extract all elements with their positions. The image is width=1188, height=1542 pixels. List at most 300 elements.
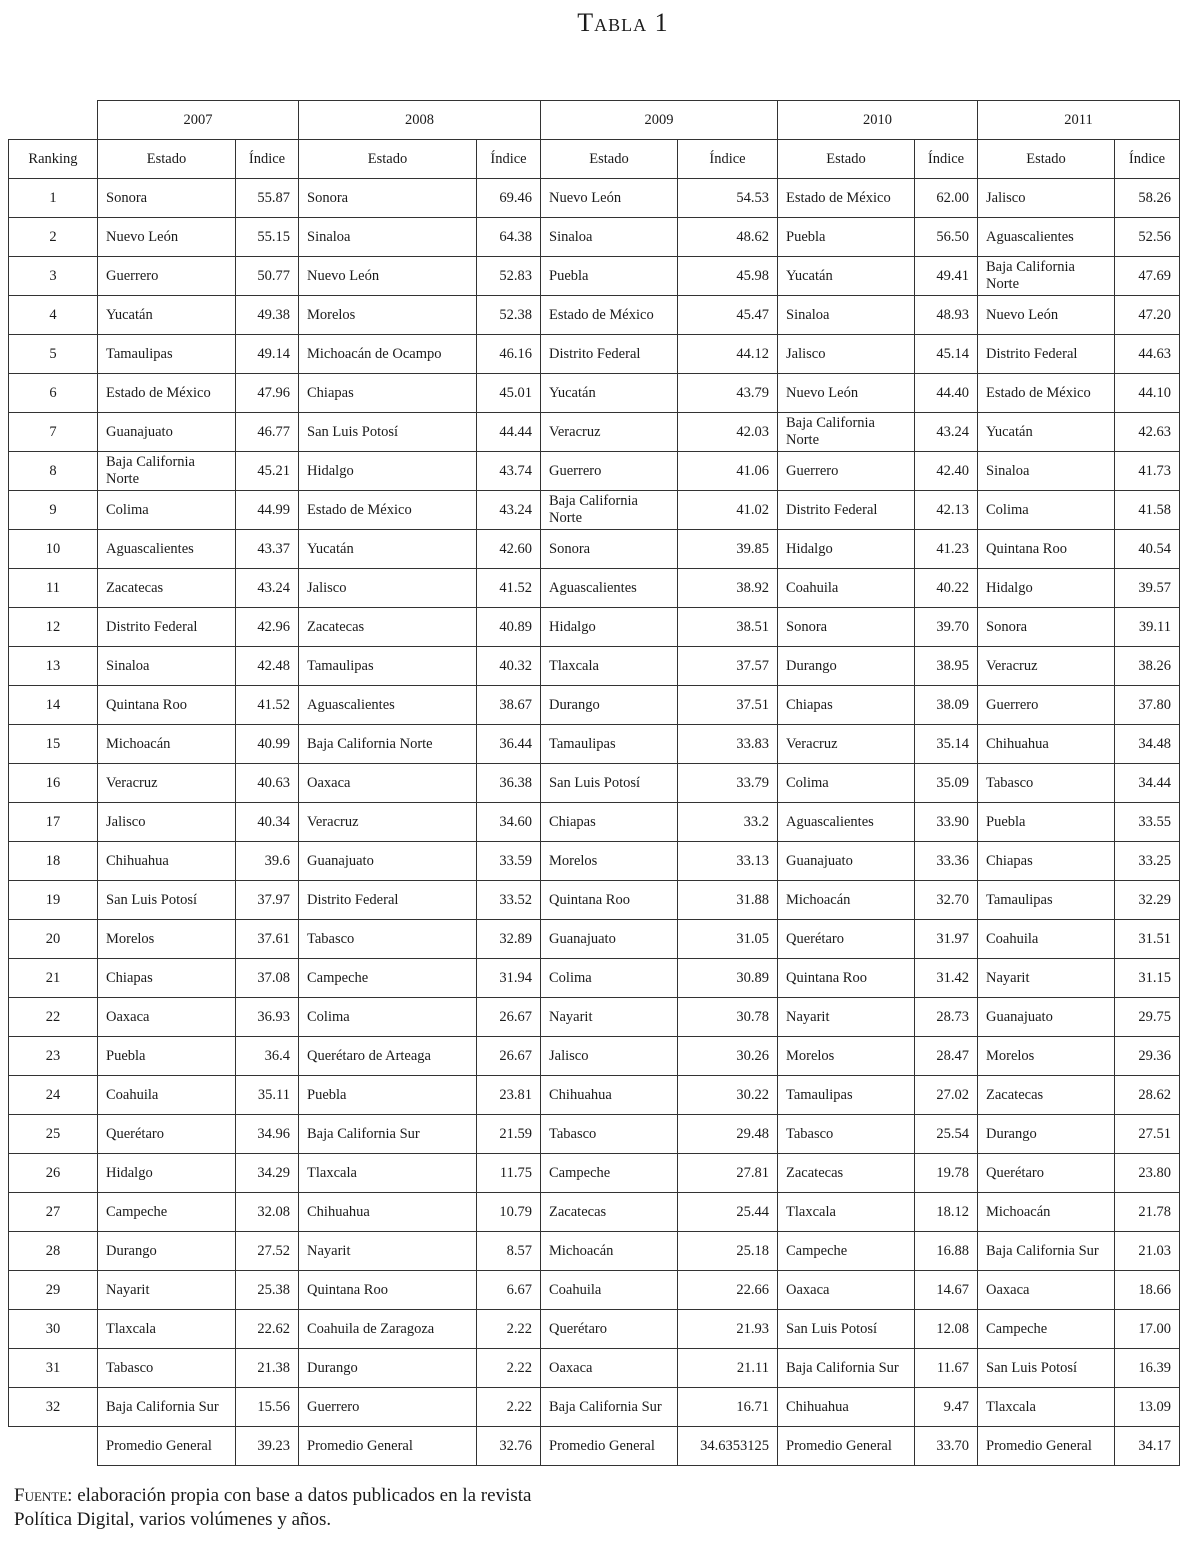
indice-cell: 48.62 — [678, 218, 778, 257]
estado-cell: Guerrero — [98, 257, 236, 296]
estado-cell: Quintana Roo — [299, 1271, 477, 1310]
indice-cell: 33.90 — [915, 803, 978, 842]
rank-cell: 22 — [9, 998, 98, 1037]
estado-cell: Nuevo León — [98, 218, 236, 257]
footnote-text: elaboración propia con base a datos publicados en la revista Política Digital, varios volúmenes y años. — [14, 1485, 532, 1530]
table-row — [9, 374, 1180, 413]
indice-cell: 38.26 — [1115, 647, 1180, 686]
estado-cell: Chiapas — [978, 842, 1115, 881]
estado-cell: Chihuahua — [978, 725, 1115, 764]
rank-cell: 15 — [9, 725, 98, 764]
rank-cell: 7 — [9, 413, 98, 452]
indice-cell: 33.2 — [678, 803, 778, 842]
estado-cell: Durango — [541, 686, 678, 725]
estado-header: Estado — [299, 140, 477, 179]
indice-cell: 41.52 — [477, 569, 541, 608]
indice-cell: 25.38 — [236, 1271, 299, 1310]
indice-cell: 62.00 — [915, 179, 978, 218]
estado-cell: Aguascalientes — [98, 530, 236, 569]
estado-cell: Querétaro — [98, 1115, 236, 1154]
estado-cell: Coahuila — [98, 1076, 236, 1115]
indice-cell: 35.09 — [915, 764, 978, 803]
estado-cell: Durango — [299, 1349, 477, 1388]
table-row — [9, 1037, 1180, 1076]
estado-cell: Distrito Federal — [541, 335, 678, 374]
table-row — [9, 218, 1180, 257]
estado-cell: Baja California Norte — [778, 413, 915, 452]
indice-cell: 2.22 — [477, 1310, 541, 1349]
indice-cell: 46.77 — [236, 413, 299, 452]
indice-cell: 41.23 — [915, 530, 978, 569]
indice-cell: 33.55 — [1115, 803, 1180, 842]
average-label: Promedio General — [98, 1427, 236, 1466]
rank-cell: 10 — [9, 530, 98, 569]
estado-cell: Tabasco — [299, 920, 477, 959]
average-label: Promedio General — [299, 1427, 477, 1466]
indice-cell: 26.67 — [477, 998, 541, 1037]
estado-cell: Coahuila de Zaragoza — [299, 1310, 477, 1349]
indice-cell: 40.22 — [915, 569, 978, 608]
year-header-2007: 2007 — [98, 101, 299, 140]
indice-cell: 18.66 — [1115, 1271, 1180, 1310]
indice-cell: 44.40 — [915, 374, 978, 413]
indice-cell: 35.14 — [915, 725, 978, 764]
table-title: Tabla 1 — [577, 8, 669, 37]
estado-cell: Quintana Roo — [98, 686, 236, 725]
average-label: Promedio General — [978, 1427, 1115, 1466]
indice-cell: 40.34 — [236, 803, 299, 842]
rank-cell: 2 — [9, 218, 98, 257]
indice-cell: 10.79 — [477, 1193, 541, 1232]
indice-cell: 42.63 — [1115, 413, 1180, 452]
table-row — [9, 1310, 1180, 1349]
rank-cell: 26 — [9, 1154, 98, 1193]
estado-cell: Colima — [98, 491, 236, 530]
indice-cell: 15.56 — [236, 1388, 299, 1427]
indice-cell: 31.97 — [915, 920, 978, 959]
indice-cell: 33.79 — [678, 764, 778, 803]
indice-cell: 42.60 — [477, 530, 541, 569]
estado-cell: Baja California Sur — [978, 1232, 1115, 1271]
indice-cell: 46.16 — [477, 335, 541, 374]
indice-cell: 55.15 — [236, 218, 299, 257]
rank-cell: 27 — [9, 1193, 98, 1232]
indice-cell: 40.89 — [477, 608, 541, 647]
indice-cell: 38.95 — [915, 647, 978, 686]
table-row — [9, 1076, 1180, 1115]
indice-cell: 41.06 — [678, 452, 778, 491]
estado-cell: Jalisco — [541, 1037, 678, 1076]
estado-cell: Guerrero — [299, 1388, 477, 1427]
estado-cell: Querétaro de Arteaga — [299, 1037, 477, 1076]
estado-cell: Durango — [978, 1115, 1115, 1154]
estado-header: Estado — [978, 140, 1115, 179]
estado-cell: Zacatecas — [978, 1076, 1115, 1115]
indice-cell: 16.39 — [1115, 1349, 1180, 1388]
estado-header: Estado — [541, 140, 678, 179]
estado-cell: Hidalgo — [978, 569, 1115, 608]
indice-cell: 29.36 — [1115, 1037, 1180, 1076]
estado-cell: Chiapas — [98, 959, 236, 998]
indice-cell: 52.38 — [477, 296, 541, 335]
rank-cell: 32 — [9, 1388, 98, 1427]
rank-cell: 12 — [9, 608, 98, 647]
indice-cell: 32.70 — [915, 881, 978, 920]
indice-cell: 36.44 — [477, 725, 541, 764]
indice-cell: 47.69 — [1115, 257, 1180, 296]
estado-cell: Jalisco — [299, 569, 477, 608]
estado-cell: Tamaulipas — [98, 335, 236, 374]
estado-cell: Michoacán de Ocampo — [299, 335, 477, 374]
estado-cell: Tamaulipas — [778, 1076, 915, 1115]
estado-cell: Sinaloa — [778, 296, 915, 335]
estado-cell: Michoacán — [98, 725, 236, 764]
estado-cell: Baja California Sur — [299, 1115, 477, 1154]
table-row — [9, 413, 1180, 452]
estado-cell: Zacatecas — [541, 1193, 678, 1232]
indice-cell: 21.93 — [678, 1310, 778, 1349]
table-row — [9, 1154, 1180, 1193]
rank-cell: 13 — [9, 647, 98, 686]
indice-header: Índice — [477, 140, 541, 179]
estado-cell: Puebla — [778, 218, 915, 257]
indice-cell: 30.78 — [678, 998, 778, 1037]
indice-cell: 42.03 — [678, 413, 778, 452]
table-row — [9, 686, 1180, 725]
estado-cell: Oaxaca — [98, 998, 236, 1037]
rank-cell: 31 — [9, 1349, 98, 1388]
indice-cell: 36.93 — [236, 998, 299, 1037]
estado-cell: Colima — [541, 959, 678, 998]
indice-cell: 34.96 — [236, 1115, 299, 1154]
year-header-2011: 2011 — [978, 101, 1180, 140]
indice-cell: 39.11 — [1115, 608, 1180, 647]
indice-cell: 37.97 — [236, 881, 299, 920]
indice-cell: 17.00 — [1115, 1310, 1180, 1349]
indice-cell: 32.29 — [1115, 881, 1180, 920]
table-row — [9, 1193, 1180, 1232]
estado-cell: Veracruz — [778, 725, 915, 764]
indice-cell: 40.63 — [236, 764, 299, 803]
estado-cell: Sinaloa — [299, 218, 477, 257]
rank-cell: 28 — [9, 1232, 98, 1271]
estado-cell: Hidalgo — [299, 452, 477, 491]
ranking-table — [8, 100, 1180, 1466]
rank-cell: 25 — [9, 1115, 98, 1154]
indice-cell: 49.41 — [915, 257, 978, 296]
table-row — [9, 725, 1180, 764]
indice-cell: 2.22 — [477, 1388, 541, 1427]
indice-cell: 69.46 — [477, 179, 541, 218]
indice-cell: 38.92 — [678, 569, 778, 608]
rank-cell: 6 — [9, 374, 98, 413]
rank-cell: 17 — [9, 803, 98, 842]
estado-cell: Sonora — [778, 608, 915, 647]
estado-cell: Zacatecas — [98, 569, 236, 608]
indice-cell: 38.51 — [678, 608, 778, 647]
indice-cell: 40.54 — [1115, 530, 1180, 569]
indice-cell: 39.6 — [236, 842, 299, 881]
indice-cell: 2.22 — [477, 1349, 541, 1388]
indice-cell: 21.11 — [678, 1349, 778, 1388]
estado-cell: Sinaloa — [98, 647, 236, 686]
estado-cell: Distrito Federal — [98, 608, 236, 647]
rank-cell: 16 — [9, 764, 98, 803]
rank-cell: 4 — [9, 296, 98, 335]
indice-cell: 40.32 — [477, 647, 541, 686]
estado-cell: Quintana Roo — [978, 530, 1115, 569]
indice-cell: 42.13 — [915, 491, 978, 530]
indice-cell: 11.75 — [477, 1154, 541, 1193]
indice-cell: 21.78 — [1115, 1193, 1180, 1232]
estado-cell: Hidalgo — [98, 1154, 236, 1193]
indice-cell: 45.01 — [477, 374, 541, 413]
estado-cell: Nayarit — [978, 959, 1115, 998]
estado-cell: Michoacán — [541, 1232, 678, 1271]
table-row — [9, 257, 1180, 296]
indice-cell: 43.24 — [477, 491, 541, 530]
estado-cell: Chihuahua — [299, 1193, 477, 1232]
indice-cell: 49.14 — [236, 335, 299, 374]
indice-cell: 28.73 — [915, 998, 978, 1037]
estado-cell: Jalisco — [98, 803, 236, 842]
estado-cell: Baja California Norte — [978, 257, 1115, 296]
indice-cell: 31.94 — [477, 959, 541, 998]
table-row — [9, 1388, 1180, 1427]
table-row — [9, 569, 1180, 608]
rank-cell: 19 — [9, 881, 98, 920]
estado-cell: Tamaulipas — [978, 881, 1115, 920]
estado-cell: Campeche — [541, 1154, 678, 1193]
estado-cell: Tabasco — [978, 764, 1115, 803]
estado-cell: Aguascalientes — [778, 803, 915, 842]
estado-cell: Oaxaca — [541, 1349, 678, 1388]
estado-cell: Oaxaca — [978, 1271, 1115, 1310]
estado-cell: Nuevo León — [299, 257, 477, 296]
ranking-header: Ranking — [9, 140, 98, 179]
indice-cell: 28.47 — [915, 1037, 978, 1076]
indice-cell: 21.59 — [477, 1115, 541, 1154]
estado-cell: Oaxaca — [299, 764, 477, 803]
average-value: 32.76 — [477, 1427, 541, 1466]
estado-cell: Tabasco — [778, 1115, 915, 1154]
estado-cell: Yucatán — [778, 257, 915, 296]
estado-cell: Colima — [299, 998, 477, 1037]
table-row — [9, 1115, 1180, 1154]
table-row — [9, 998, 1180, 1037]
year-header-2009: 2009 — [541, 101, 778, 140]
indice-cell: 34.48 — [1115, 725, 1180, 764]
indice-cell: 34.29 — [236, 1154, 299, 1193]
indice-cell: 45.14 — [915, 335, 978, 374]
indice-cell: 36.4 — [236, 1037, 299, 1076]
indice-header: Índice — [1115, 140, 1180, 179]
indice-cell: 30.89 — [678, 959, 778, 998]
average-label: Promedio General — [541, 1427, 678, 1466]
estado-cell: Guanajuato — [98, 413, 236, 452]
estado-cell: Coahuila — [978, 920, 1115, 959]
indice-cell: 22.62 — [236, 1310, 299, 1349]
estado-cell: Estado de México — [778, 179, 915, 218]
estado-cell: Oaxaca — [778, 1271, 915, 1310]
estado-cell: Jalisco — [778, 335, 915, 374]
indice-cell: 19.78 — [915, 1154, 978, 1193]
indice-cell: 38.67 — [477, 686, 541, 725]
estado-cell: Hidalgo — [778, 530, 915, 569]
estado-cell: Colima — [778, 764, 915, 803]
indice-cell: 34.44 — [1115, 764, 1180, 803]
indice-cell: 33.25 — [1115, 842, 1180, 881]
table-row — [9, 452, 1180, 491]
estado-cell: Jalisco — [978, 179, 1115, 218]
indice-cell: 32.89 — [477, 920, 541, 959]
year-header-2010: 2010 — [778, 101, 978, 140]
table-row — [9, 764, 1180, 803]
indice-cell: 33.83 — [678, 725, 778, 764]
indice-cell: 35.11 — [236, 1076, 299, 1115]
estado-cell: Yucatán — [541, 374, 678, 413]
estado-cell: Tlaxcala — [541, 647, 678, 686]
rank-cell: 3 — [9, 257, 98, 296]
source-footnote — [14, 1484, 574, 1532]
estado-cell: Tlaxcala — [778, 1193, 915, 1232]
estado-cell: Nuevo León — [541, 179, 678, 218]
column-header-row — [9, 140, 1180, 179]
indice-cell: 47.20 — [1115, 296, 1180, 335]
rank-cell: 24 — [9, 1076, 98, 1115]
estado-cell: Michoacán — [778, 881, 915, 920]
indice-cell: 27.02 — [915, 1076, 978, 1115]
indice-cell: 52.83 — [477, 257, 541, 296]
estado-cell: Guerrero — [978, 686, 1115, 725]
indice-cell: 16.71 — [678, 1388, 778, 1427]
estado-cell: Morelos — [299, 296, 477, 335]
indice-cell: 36.38 — [477, 764, 541, 803]
estado-cell: Nayarit — [98, 1271, 236, 1310]
indice-cell: 30.22 — [678, 1076, 778, 1115]
indice-cell: 33.59 — [477, 842, 541, 881]
estado-cell: Guanajuato — [541, 920, 678, 959]
estado-cell: Durango — [778, 647, 915, 686]
estado-cell: Distrito Federal — [778, 491, 915, 530]
indice-cell: 9.47 — [915, 1388, 978, 1427]
table-row — [9, 1271, 1180, 1310]
estado-cell: San Luis Potosí — [299, 413, 477, 452]
rank-cell: 21 — [9, 959, 98, 998]
estado-cell: Puebla — [98, 1037, 236, 1076]
estado-cell: Durango — [98, 1232, 236, 1271]
average-value: 34.17 — [1115, 1427, 1180, 1466]
indice-cell: 28.62 — [1115, 1076, 1180, 1115]
indice-cell: 39.85 — [678, 530, 778, 569]
estado-cell: Guanajuato — [299, 842, 477, 881]
indice-cell: 48.93 — [915, 296, 978, 335]
estado-cell: Veracruz — [98, 764, 236, 803]
indice-cell: 47.96 — [236, 374, 299, 413]
estado-cell: Nayarit — [541, 998, 678, 1037]
estado-cell: Baja California Norte — [299, 725, 477, 764]
indice-cell: 37.51 — [678, 686, 778, 725]
estado-cell: Aguascalientes — [299, 686, 477, 725]
indice-cell: 38.09 — [915, 686, 978, 725]
estado-cell: Baja California Sur — [98, 1388, 236, 1427]
table-row — [9, 608, 1180, 647]
estado-cell: Campeche — [978, 1310, 1115, 1349]
estado-cell: Zacatecas — [299, 608, 477, 647]
estado-cell: Estado de México — [541, 296, 678, 335]
estado-cell: Chihuahua — [541, 1076, 678, 1115]
average-row — [9, 1427, 1180, 1466]
estado-cell: Sonora — [541, 530, 678, 569]
indice-cell: 41.02 — [678, 491, 778, 530]
indice-cell: 31.15 — [1115, 959, 1180, 998]
estado-cell: Distrito Federal — [299, 881, 477, 920]
indice-cell: 58.26 — [1115, 179, 1180, 218]
estado-cell: Querétaro — [541, 1310, 678, 1349]
estado-header: Estado — [98, 140, 236, 179]
estado-cell: Guerrero — [778, 452, 915, 491]
table-row — [9, 1349, 1180, 1388]
indice-cell: 45.47 — [678, 296, 778, 335]
table-row — [9, 842, 1180, 881]
table-row — [9, 920, 1180, 959]
indice-header: Índice — [678, 140, 778, 179]
estado-cell: Chiapas — [778, 686, 915, 725]
estado-cell: Aguascalientes — [978, 218, 1115, 257]
indice-header: Índice — [236, 140, 299, 179]
estado-cell: Nayarit — [299, 1232, 477, 1271]
indice-cell: 13.09 — [1115, 1388, 1180, 1427]
estado-cell: Tlaxcala — [978, 1388, 1115, 1427]
estado-cell: Yucatán — [978, 413, 1115, 452]
estado-cell: Guanajuato — [778, 842, 915, 881]
indice-header: Índice — [915, 140, 978, 179]
indice-cell: 34.60 — [477, 803, 541, 842]
estado-cell: Sinaloa — [978, 452, 1115, 491]
estado-cell: Querétaro — [978, 1154, 1115, 1193]
estado-cell: Coahuila — [541, 1271, 678, 1310]
year-header-row — [9, 101, 1180, 140]
estado-cell: Veracruz — [299, 803, 477, 842]
average-value: 33.70 — [915, 1427, 978, 1466]
average-value: 34.6353125 — [678, 1427, 778, 1466]
table-row — [9, 530, 1180, 569]
estado-cell: Morelos — [978, 1037, 1115, 1076]
indice-cell: 14.67 — [915, 1271, 978, 1310]
indice-cell: 21.38 — [236, 1349, 299, 1388]
indice-cell: 11.67 — [915, 1349, 978, 1388]
indice-cell: 33.13 — [678, 842, 778, 881]
footnote-prefix: Fuente: — [14, 1485, 73, 1506]
indice-cell: 44.12 — [678, 335, 778, 374]
indice-cell: 6.67 — [477, 1271, 541, 1310]
estado-cell: Estado de México — [98, 374, 236, 413]
indice-cell: 31.42 — [915, 959, 978, 998]
rank-cell: 30 — [9, 1310, 98, 1349]
indice-cell: 37.80 — [1115, 686, 1180, 725]
indice-cell: 44.10 — [1115, 374, 1180, 413]
indice-cell: 29.75 — [1115, 998, 1180, 1037]
estado-cell: Yucatán — [299, 530, 477, 569]
table-row — [9, 959, 1180, 998]
estado-cell: Chiapas — [541, 803, 678, 842]
indice-cell: 50.77 — [236, 257, 299, 296]
estado-cell: Baja California Norte — [98, 452, 236, 491]
estado-cell: Nayarit — [778, 998, 915, 1037]
estado-cell: Puebla — [541, 257, 678, 296]
estado-cell: Guerrero — [541, 452, 678, 491]
estado-cell: Estado de México — [978, 374, 1115, 413]
